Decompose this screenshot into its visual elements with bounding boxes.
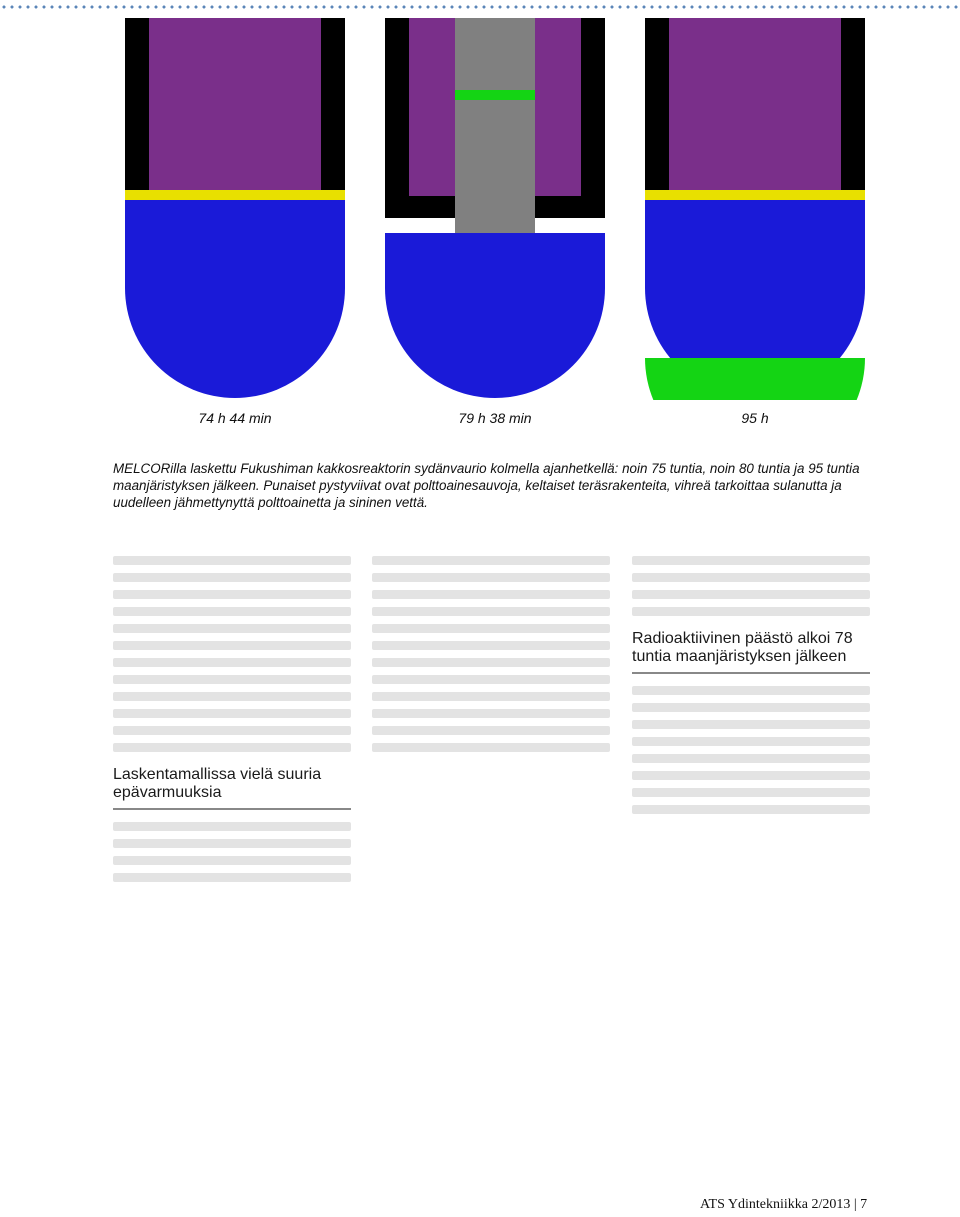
reactor-panel-1 — [125, 18, 345, 400]
article-column-2 — [372, 556, 610, 760]
section-heading-1: Laskentamallissa vielä suuria epävarmuuksia — [113, 766, 351, 810]
figure-caption — [113, 460, 873, 511]
reactor-figure — [110, 18, 870, 400]
panel-2-time-label: 79 h 38 min — [458, 410, 532, 426]
article-column-1 — [113, 556, 351, 890]
top-dotted-border — [0, 0, 960, 14]
reactor-panel-2 — [385, 18, 605, 400]
panel-1-time-label: 74 h 44 min — [198, 410, 272, 426]
article-column-3 — [632, 556, 870, 822]
section-heading-2: Radioaktiivinen päästö alkoi 78 tuntia maanjäristyksen jälkeen — [632, 630, 870, 674]
reactor-panel-3 — [645, 18, 865, 400]
caption-text: MELCORilla laskettu Fukushiman kakkosreaktorin sydänvaurio kolmella ajanhetkellä: noin 75 tuntia, noin 80 tuntia ja 95 tuntia maanjäristyksen jälkeen. Punaiset pystyviivat ovat polttoainesauvoja, keltaiset teräsrakenteita, vihreä tarkoittaa sulanutta ja uudelleen jähmettynyttä polttoainetta ja sininen vettä. — [113, 461, 860, 510]
panel-3-time-label: 95 h — [741, 410, 769, 426]
page-footer: ATS Ydintekniikka 2/2013 | 7 — [700, 1197, 868, 1212]
